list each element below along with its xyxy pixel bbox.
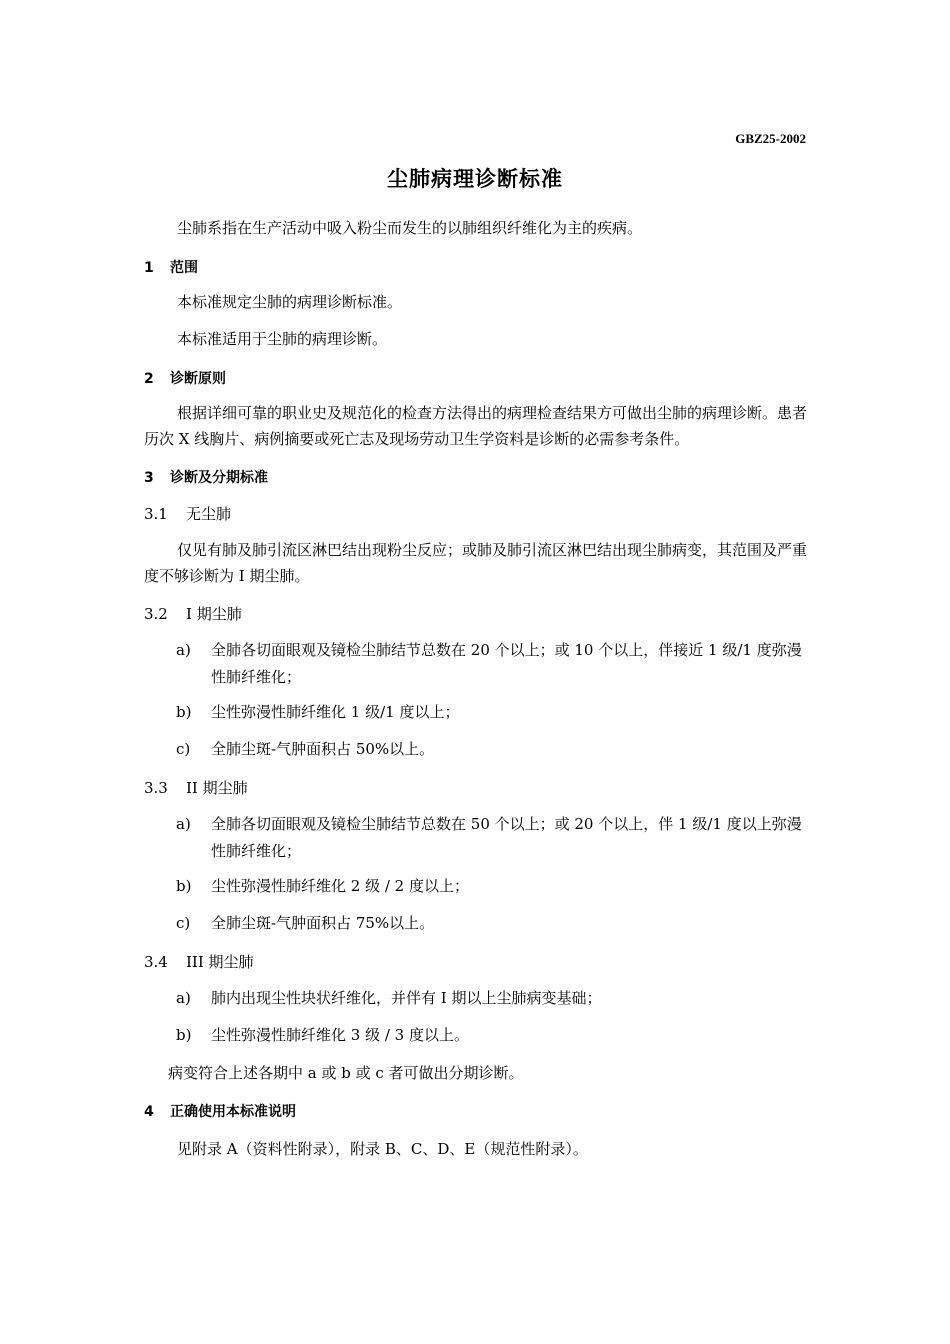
list-item-label: b) (176, 1026, 192, 1044)
subsection-title: I 期尘肺 (186, 605, 242, 623)
list-item-text: 全肺各切面眼观及镜检尘肺结节总数在 20 个以上；或 10 个以上，伴接近 1 级/1 度弥漫性肺纤维化； (211, 641, 802, 686)
section-2-paragraph-1: 根据详细可靠的职业史及规范化的检查方法得出的病理检查结果方可做出尘肺的病理诊断。患者历次 X 线胸片、病例摘要或死亡志及现场劳动卫生学资料是诊断的必需参考条件。 (144, 404, 808, 448)
section-2-heading (144, 368, 226, 388)
section-number: 3 (144, 470, 154, 486)
section-number: 4 (144, 1104, 154, 1120)
section-3-heading (144, 467, 268, 487)
section-number: 1 (144, 260, 154, 276)
standard-code: GBZ25-2002 (735, 131, 806, 146)
list-item-label: a) (176, 989, 191, 1007)
subsection-3-2-heading (144, 603, 242, 624)
list-item (176, 985, 808, 1012)
list-item-text: 全肺各切面眼观及镜检尘肺结节总数在 50 个以上；或 20 个以上，伴 1 级/1 度以上弥漫性肺纤维化； (211, 815, 802, 860)
section-4-paragraph: 见附录 A（资料性附录），附录 B、C、D、E（规范性附录）。 (177, 1140, 588, 1158)
list-item (176, 910, 808, 937)
subsection-3-4-heading (144, 951, 254, 972)
section-1-heading (144, 257, 198, 277)
list-item-label: b) (176, 703, 192, 721)
section-title: 诊断原则 (170, 371, 226, 387)
list-item-label: a) (176, 641, 191, 659)
list-item (176, 811, 808, 865)
subsection-title: 无尘肺 (186, 505, 232, 523)
list-item (176, 637, 808, 691)
subsection-3-1-heading (144, 503, 231, 524)
subsection-number: 3.3 (144, 779, 168, 797)
section-title: 诊断及分期标准 (170, 470, 268, 486)
section-title: 范围 (170, 260, 198, 276)
list-item (176, 1022, 808, 1049)
list-item (176, 873, 808, 900)
subsection-number: 3.4 (144, 953, 168, 971)
list-item-text: 全肺尘斑-气肿面积占 75%以上。 (211, 914, 435, 932)
list-item-text: 尘性弥漫性肺纤维化 1 级/1 度以上； (211, 703, 460, 721)
subsection-3-1-paragraph: 仅见有肺及肺引流区淋巴结出现粉尘反应；或肺及肺引流区淋巴结出现尘肺病变，其范围及严重度不够诊断为 I 期尘肺。 (144, 541, 808, 585)
list-item-text: 尘性弥漫性肺纤维化 2 级 / 2 度以上； (211, 877, 469, 895)
list-item-label: b) (176, 877, 192, 895)
subsection-title: III 期尘肺 (186, 953, 254, 971)
list-item-label: a) (176, 815, 191, 833)
page-title: 尘肺病理诊断标准 (387, 167, 563, 191)
section-1-paragraph-1: 本标准规定尘肺的病理诊断标准。 (177, 293, 403, 311)
section-4-heading (144, 1101, 296, 1121)
list-item (176, 699, 808, 726)
section-3-note: 病变符合上述各期中 a 或 b 或 c 者可做出分期诊断。 (168, 1064, 524, 1082)
section-number: 2 (144, 371, 154, 387)
list-item-label: c) (176, 914, 191, 932)
intro-paragraph: 尘肺系指在生产活动中吸入粉尘而发生的以肺组织纤维化为主的疾病。 (177, 219, 643, 237)
list-item (176, 736, 808, 763)
list-item-text: 全肺尘斑-气肿面积占 50%以上。 (211, 740, 435, 758)
subsection-3-3-heading (144, 777, 248, 798)
subsection-number: 3.1 (144, 505, 168, 523)
subsection-title: II 期尘肺 (186, 779, 248, 797)
section-1-paragraph-2: 本标准适用于尘肺的病理诊断。 (177, 330, 388, 348)
section-title: 正确使用本标准说明 (170, 1104, 296, 1120)
list-item-text: 肺内出现尘性块状纤维化，并伴有 I 期以上尘肺病变基础； (211, 989, 602, 1007)
subsection-number: 3.2 (144, 605, 168, 623)
list-item-text: 尘性弥漫性肺纤维化 3 级 / 3 度以上。 (211, 1026, 469, 1044)
list-item-label: c) (176, 740, 191, 758)
